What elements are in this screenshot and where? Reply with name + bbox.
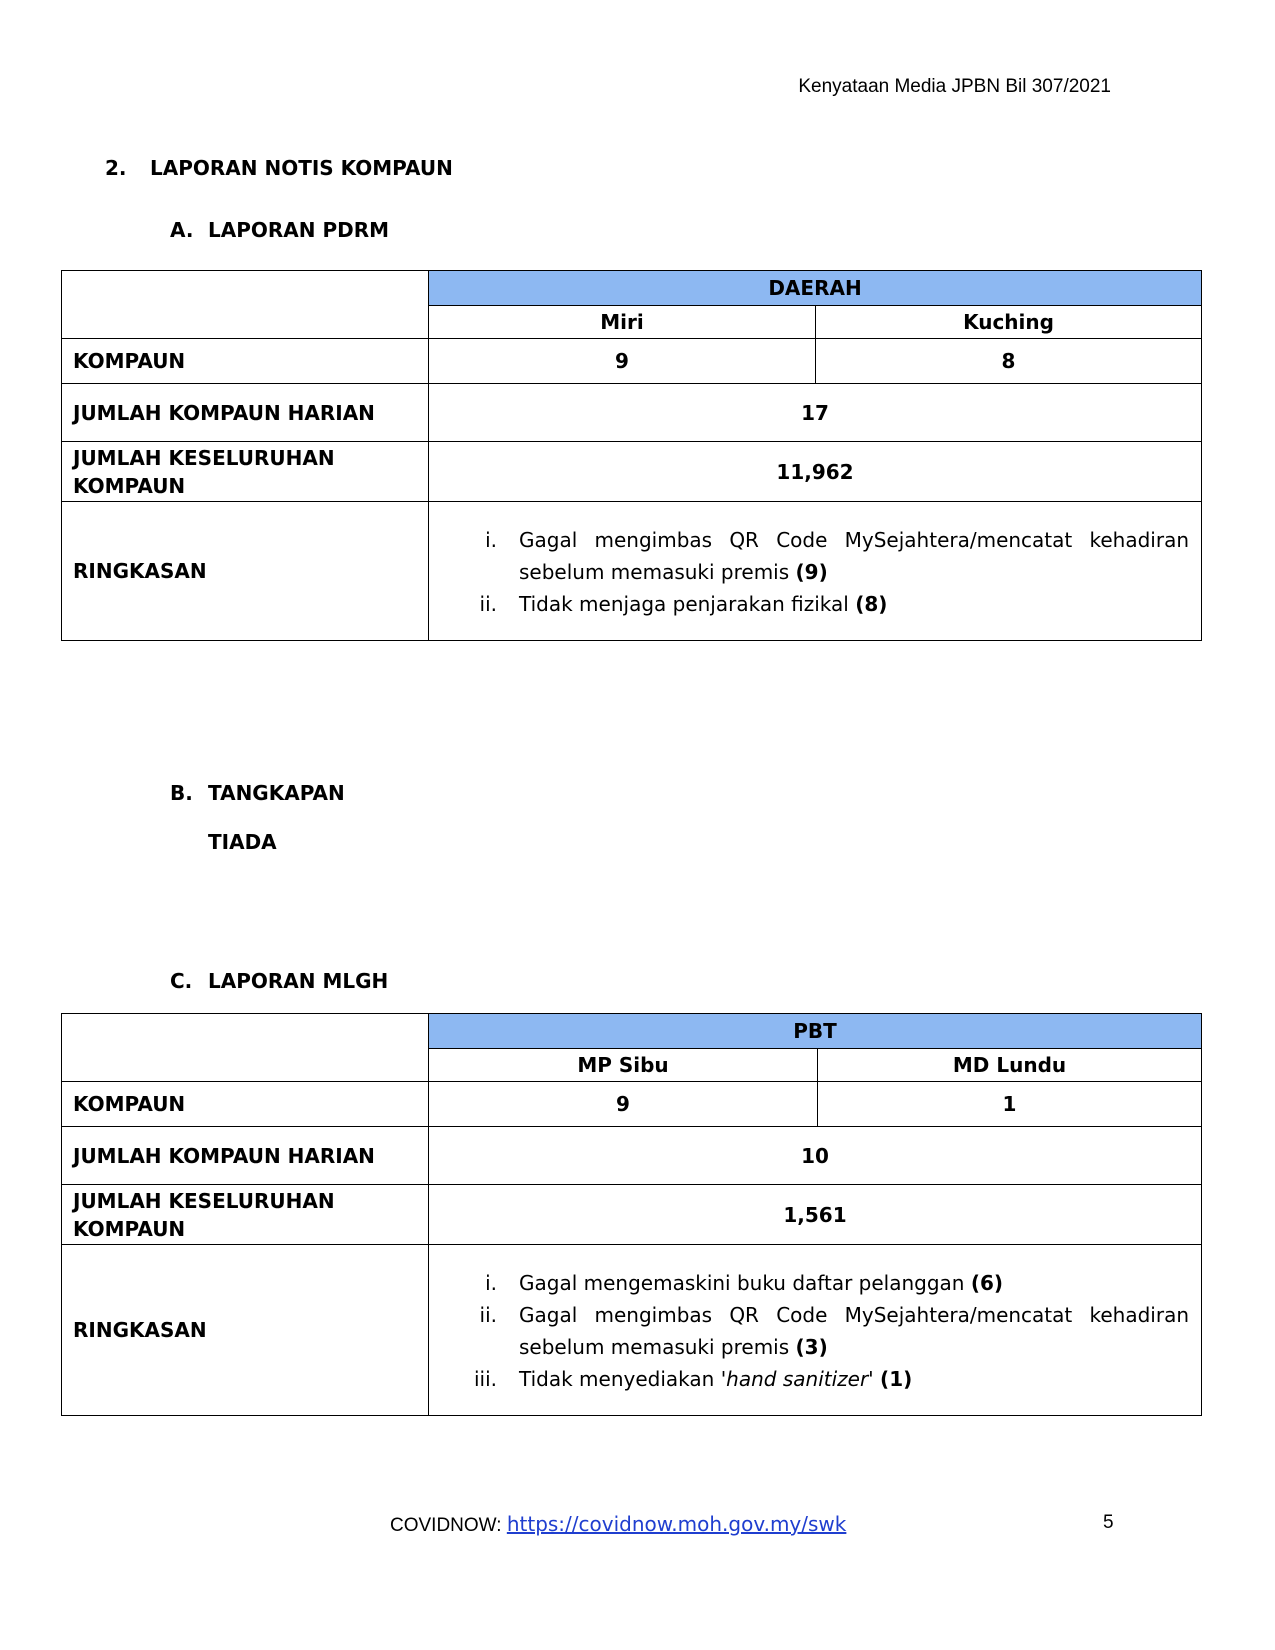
part-b-body: TIADA [208, 830, 277, 854]
list-item [429, 1363, 1189, 1395]
jumlah-keseluruhan-value: 1,561 [429, 1185, 1202, 1245]
part-b-heading [170, 781, 345, 805]
jumlah-keseluruhan-label-line1: JUMLAH KESELURUHAN [73, 445, 335, 470]
kompaun-md-lundu: 1 [818, 1082, 1202, 1127]
column-header-mp-sibu: MP Sibu [429, 1049, 818, 1082]
list-numeral: i. [485, 1271, 497, 1295]
jumlah-keseluruhan-label-line1: JUMLAH KESELURUHAN [73, 1188, 335, 1213]
page-number: 5 [1103, 1512, 1114, 1533]
footer-label: COVIDNOW: [390, 1515, 502, 1536]
part-c-title: LAPORAN MLGH [208, 969, 389, 993]
list-numeral: ii. [479, 1303, 497, 1327]
part-b-letter: B. [170, 781, 193, 805]
list-numeral: iii. [473, 1367, 497, 1391]
column-header-miri: Miri [429, 306, 816, 339]
list-numeral: i. [485, 528, 497, 552]
kompaun-kuching: 8 [816, 339, 1202, 384]
pdrm-table [61, 270, 1202, 641]
list-text: Gagal mengimbas QR Code MySejahtera/mencatat kehadiran sebelum memasuki premis [519, 528, 1190, 584]
list-italic-term: 'hand sanitizer' [720, 1367, 874, 1391]
jumlah-harian-label: JUMLAH KOMPAUN HARIAN [62, 384, 429, 442]
pbt-band: PBT [429, 1014, 1202, 1049]
list-item [429, 1299, 1189, 1363]
jumlah-keseluruhan-label-line2: KOMPAUN [73, 1216, 186, 1241]
jumlah-keseluruhan-value: 11,962 [429, 442, 1202, 502]
list-count: (3) [795, 1335, 828, 1359]
list-text: Gagal mengimbas QR Code MySejahtera/mencatat kehadiran sebelum memasuki premis [519, 1303, 1190, 1359]
list-text: Tidak menjaga penjarakan fizikal [519, 592, 849, 616]
ringkasan-list [429, 1245, 1202, 1416]
list-count: (6) [970, 1271, 1004, 1295]
list-text: Tidak menyediakan [519, 1367, 715, 1391]
part-b-title: TANGKAPAN [208, 781, 345, 805]
kompaun-miri: 9 [429, 339, 816, 384]
mlgh-table [61, 1013, 1202, 1416]
ringkasan-label: RINGKASAN [62, 502, 429, 641]
part-a-title: LAPORAN PDRM [208, 218, 390, 242]
part-a-letter: A. [170, 218, 194, 242]
kompaun-mp-sibu: 9 [429, 1082, 818, 1127]
part-c-letter: C. [170, 969, 193, 993]
section-title: LAPORAN NOTIS KOMPAUN [150, 156, 453, 180]
document-reference: Kenyataan Media JPBN Bil 307/2021 [798, 76, 1111, 97]
section-number: 2. [105, 156, 127, 180]
list-count: (9) [795, 560, 828, 584]
kompaun-label: KOMPAUN [62, 1082, 429, 1127]
column-header-md-lundu: MD Lundu [818, 1049, 1202, 1082]
list-count: (8) [855, 592, 888, 616]
jumlah-keseluruhan-label [62, 442, 429, 502]
jumlah-harian-label: JUMLAH KOMPAUN HARIAN [62, 1127, 429, 1185]
list-item [429, 524, 1189, 588]
list-count: (1) [880, 1367, 913, 1391]
jumlah-keseluruhan-label-line2: KOMPAUN [73, 473, 186, 498]
kompaun-label: KOMPAUN [62, 339, 429, 384]
covidnow-link[interactable]: https://covidnow.moh.gov.my/swk [506, 1512, 847, 1536]
table-corner [62, 271, 429, 339]
jumlah-keseluruhan-label [62, 1185, 429, 1245]
footer [390, 1512, 846, 1537]
daerah-band: DAERAH [429, 271, 1202, 306]
list-item [429, 1267, 1189, 1299]
section-heading [105, 156, 453, 180]
list-item [429, 588, 1189, 620]
part-c-heading [170, 969, 388, 993]
column-header-kuching: Kuching [816, 306, 1202, 339]
ringkasan-label: RINGKASAN [62, 1245, 429, 1416]
part-a-heading [170, 218, 389, 242]
jumlah-harian-value: 10 [429, 1127, 1202, 1185]
list-text: Gagal mengemaskini buku daftar pelanggan [519, 1271, 965, 1295]
list-numeral: ii. [479, 592, 497, 616]
ringkasan-list [429, 502, 1202, 641]
jumlah-harian-value: 17 [429, 384, 1202, 442]
table-corner [62, 1014, 429, 1082]
